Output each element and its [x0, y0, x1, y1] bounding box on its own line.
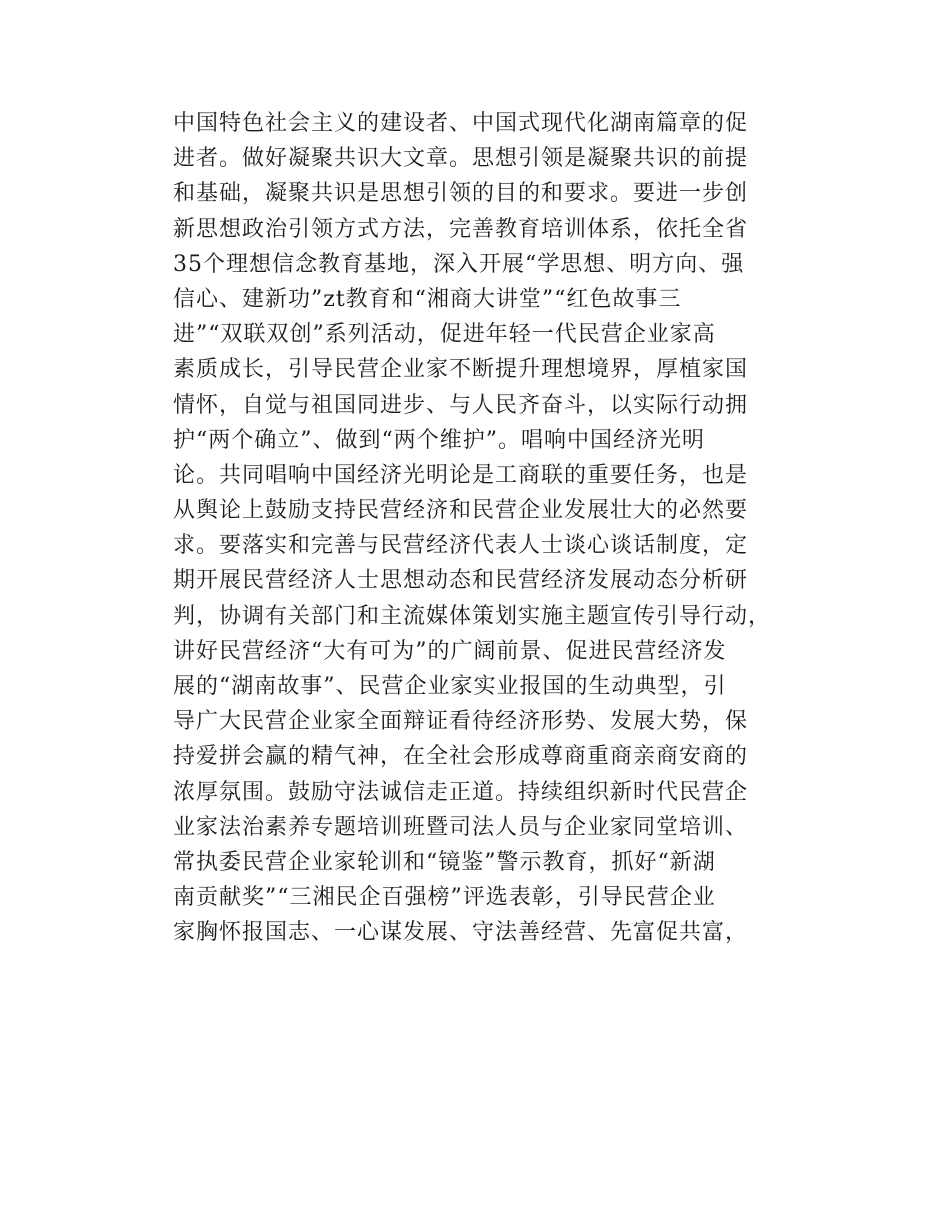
- body-text: [173, 106, 813, 951]
- text-line: 进”“双联双创”系列活动，促进年轻一代民营企业家高: [173, 322, 716, 348]
- text-line: 和基础，凝聚共识是思想引领的目的和要求。要进一步创: [173, 181, 749, 207]
- text-line: 素质成长，引导民营企业家不断提升理想境界，厚植家国: [173, 357, 749, 383]
- text-line: 家胸怀报国志、一心谋发展、守法善经营、先富促共富，: [173, 920, 749, 946]
- text-line: 中国特色社会主义的建设者、中国式现代化湖南篇章的促: [173, 111, 749, 136]
- text-line: 常执委民营企业家轮训和“镜鉴”警示教育，抓好“新湖: [173, 849, 716, 875]
- text-line: 35个理想信念教育基地，深入开展“学思想、明方向、强: [173, 251, 745, 277]
- text-line: 南贡献奖”“三湘民企百强榜”评选表彰，引导民营企业: [173, 885, 716, 911]
- text-line: 导广大民营企业家全面辩证看待经济形势、发展大势，保: [173, 709, 749, 735]
- text-line: 讲好民营经济“大有可为”的广阔前景、促进民营经济发: [173, 638, 727, 664]
- text-line: 展的“湖南故事”、民营企业家实业报国的生动典型，引: [173, 674, 727, 699]
- text-line: 论。共同唱响中国经济光明论是工商联的重要任务，也是: [173, 462, 749, 488]
- text-line: 判，协调有关部门和主流媒体策划实施主题宣传引导行动，: [173, 603, 772, 629]
- text-line: 进者。做好凝聚共识大文章。思想引领是凝聚共识的前提: [173, 146, 749, 172]
- text-line: 期开展民营经济人士思想动态和民营经济发展动态分析研: [173, 568, 749, 594]
- text-line: 新思想政治引领方式方法，完善教育培训体系，依托全省: [173, 216, 749, 242]
- text-line: 信心、建新功”zt教育和“湘商大讲堂”“红色故事三: [173, 286, 682, 312]
- text-line: 求。要落实和完善与民营经济代表人士谈心谈话制度，定: [173, 533, 749, 559]
- text-line: 持爱拼会赢的精气神，在全社会形成尊商重商亲商安商的: [173, 744, 749, 770]
- text-line: 浓厚氛围。鼓励守法诚信走正道。持续组织新时代民营企: [173, 779, 749, 805]
- text-line: 从舆论上鼓励支持民营经济和民营企业发展壮大的必然要: [173, 498, 749, 524]
- text-line: 业家法治素养专题培训班暨司法人员与企业家同堂培训、: [173, 814, 749, 840]
- text-line: 情怀，自觉与祖国同进步、与人民齐奋斗，以实际行动拥: [173, 392, 749, 418]
- text-line: 护“两个确立”、做到“两个维护”。唱响中国经济光明: [173, 427, 705, 453]
